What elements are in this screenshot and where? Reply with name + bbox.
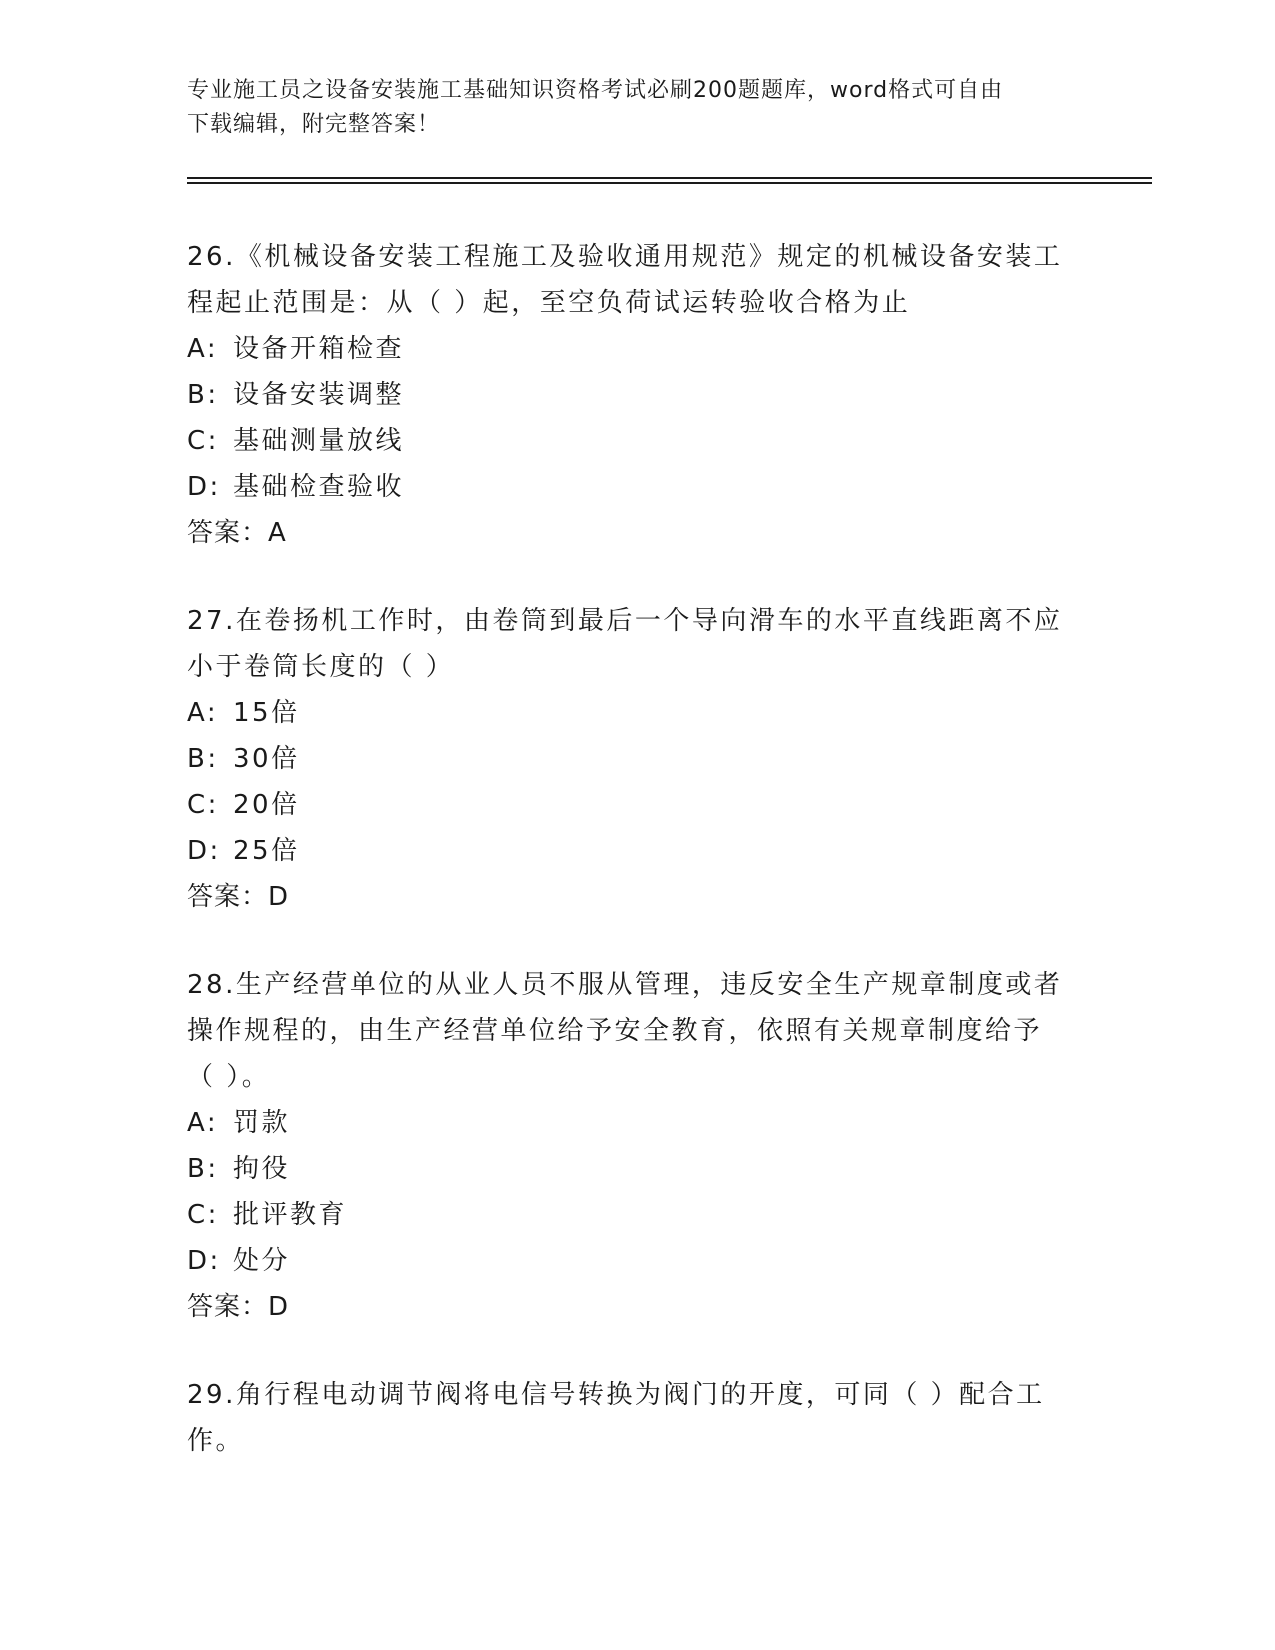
header-divider-bottom <box>187 182 1152 184</box>
option-text: 设备开箱检查 <box>233 334 405 364</box>
question-text-line: 小于卷筒长度的（ ） <box>187 652 455 682</box>
option-key: A: <box>187 334 219 364</box>
option-text: 罚款 <box>233 1108 291 1138</box>
option-text: 处分 <box>233 1246 291 1276</box>
option-a <box>187 1100 1067 1146</box>
header-line-2: 下载编辑，附完整答案！ <box>187 112 441 137</box>
option-text: 批评教育 <box>233 1200 348 1230</box>
option-key: D: <box>187 472 221 502</box>
option-text: 30倍 <box>233 744 300 774</box>
answer-line: 答案：A <box>187 518 287 548</box>
option-b <box>187 372 1067 418</box>
option-text: 基础测量放线 <box>233 426 405 456</box>
option-b <box>187 1146 1067 1192</box>
option-key: B: <box>187 744 219 774</box>
option-key: D: <box>187 1246 221 1276</box>
answer-line: 答案：D <box>187 1292 290 1322</box>
option-text: 20倍 <box>233 790 300 820</box>
header-line-1: 专业施工员之设备安装施工基础知识资格考试必刷200题题库，word格式可自由 <box>187 78 1004 103</box>
option-key: A: <box>187 1108 219 1138</box>
option-text: 拘役 <box>233 1154 291 1184</box>
question-text-line: 28.生产经营单位的从业人员不服从管理，违反安全生产规章制度或者 <box>187 970 1063 1000</box>
question-text-line: （ ）。 <box>187 1062 271 1092</box>
option-b <box>187 736 1067 782</box>
option-a <box>187 690 1067 736</box>
question-text-line: 29.角行程电动调节阀将电信号转换为阀门的开度，可同（ ）配合工 <box>187 1380 1045 1410</box>
question-text-line: 程起止范围是：从（ ）起，至空负荷试运转验收合格为止 <box>187 288 911 318</box>
document-header <box>187 74 1087 142</box>
option-key: D: <box>187 836 221 866</box>
question-26 <box>187 234 1067 556</box>
option-a <box>187 326 1067 372</box>
header-divider-top <box>187 177 1152 179</box>
question-27 <box>187 598 1067 920</box>
question-text-line: 27.在卷扬机工作时，由卷筒到最后一个导向滑车的水平直线距离不应 <box>187 606 1063 636</box>
option-c <box>187 1192 1067 1238</box>
question-text-line: 操作规程的，由生产经营单位给予安全教育，依照有关规章制度给予 <box>187 1016 1043 1046</box>
option-text: 15倍 <box>233 698 300 728</box>
option-c <box>187 782 1067 828</box>
option-key: C: <box>187 1200 219 1230</box>
option-text: 设备安装调整 <box>233 380 405 410</box>
option-c <box>187 418 1067 464</box>
option-d <box>187 828 1067 874</box>
option-key: A: <box>187 698 219 728</box>
question-28 <box>187 962 1067 1330</box>
option-text: 基础检查验收 <box>233 472 405 502</box>
question-text-line: 26.《机械设备安装工程施工及验收通用规范》规定的机械设备安装工 <box>187 242 1063 272</box>
option-key: C: <box>187 426 219 456</box>
option-d <box>187 1238 1067 1284</box>
answer-line: 答案：D <box>187 882 290 912</box>
option-d <box>187 464 1067 510</box>
question-text-line: 作。 <box>187 1426 245 1456</box>
option-key: B: <box>187 380 219 410</box>
question-29 <box>187 1372 1067 1464</box>
option-key: B: <box>187 1154 219 1184</box>
option-key: C: <box>187 790 219 820</box>
option-text: 25倍 <box>233 836 300 866</box>
